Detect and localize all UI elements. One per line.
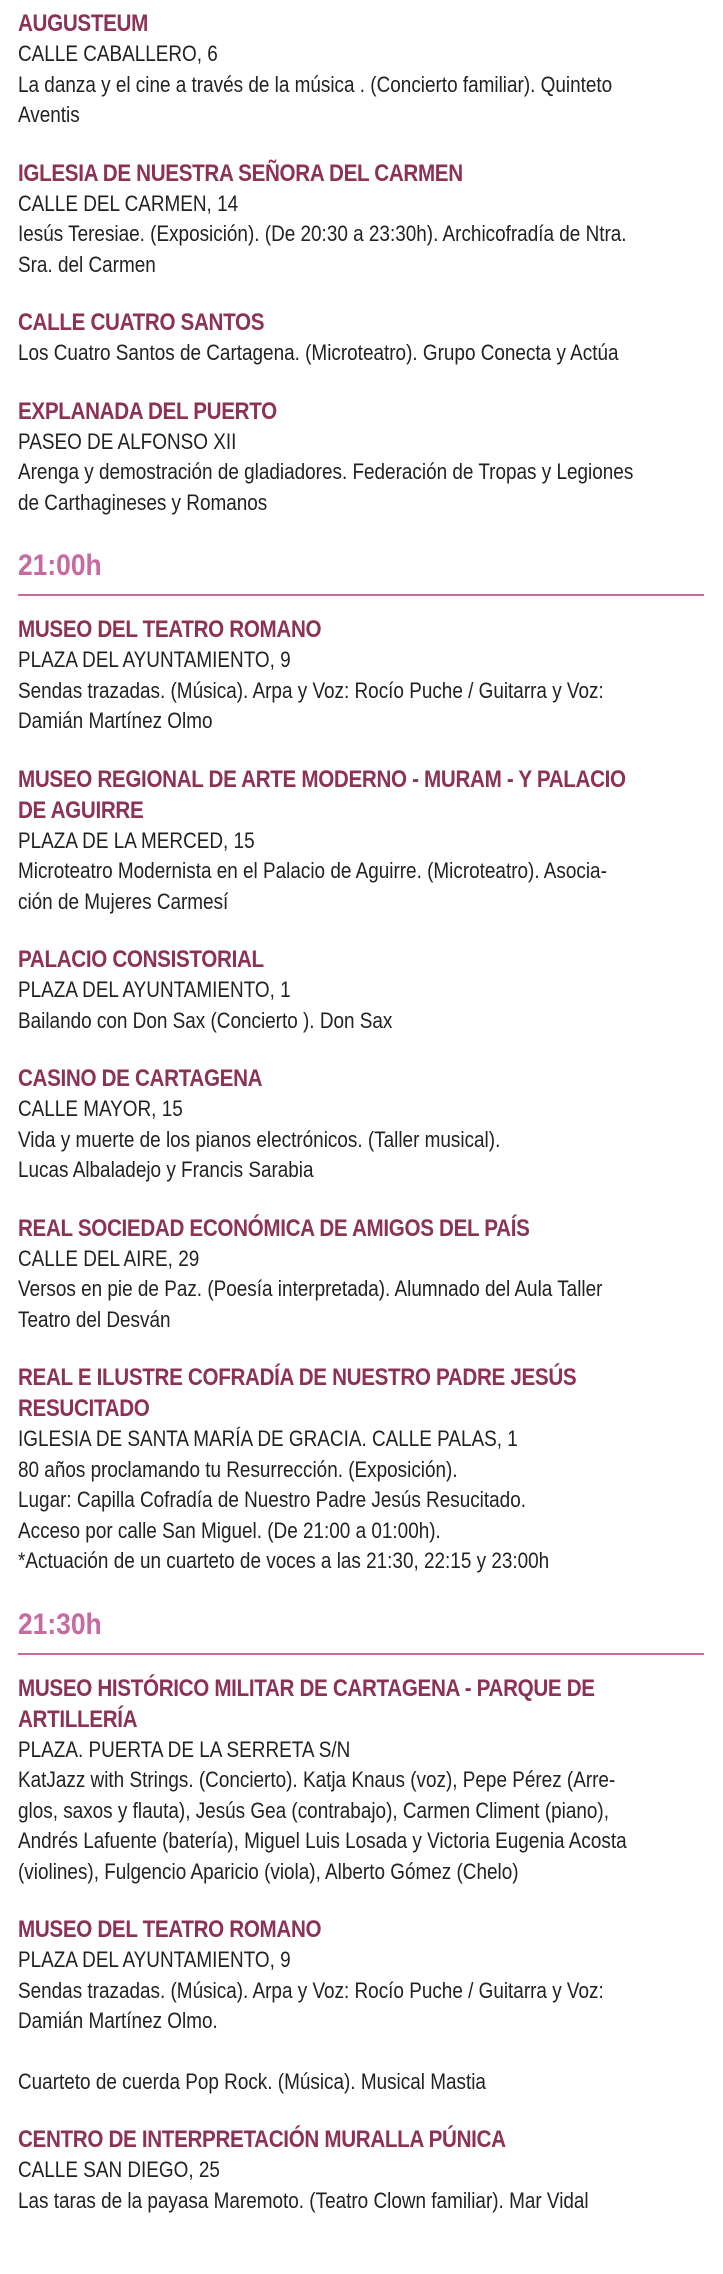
- event-description: 80 años proclamando tu Resurrección. (Exposición).: [18, 1456, 458, 1482]
- event-description: Vida y muerte de los pianos electrónicos. (Taller musical).: [18, 1126, 501, 1152]
- event-description: Las taras de la payasa Maremoto. (Teatro Clown familiar). Mar Vidal: [18, 2187, 589, 2213]
- event-entry: [18, 2124, 708, 2216]
- event-entry: [18, 8, 708, 131]
- venue-title: AUGUSTEUM: [18, 10, 148, 37]
- venue-address: PLAZA DEL AYUNTAMIENTO, 9: [18, 1947, 291, 1972]
- venue-address: PASEO DE ALFONSO XII: [18, 428, 237, 454]
- venue-title: ARTILLERÍA: [18, 1705, 138, 1733]
- event-entry: [18, 614, 708, 737]
- venue-address: CALLE DEL AIRE, 29: [18, 1245, 200, 1271]
- event-entry: [18, 158, 708, 281]
- time-heading: 21:30h: [18, 1607, 102, 1641]
- venue-address: Los Cuatro Santos de Cartagena. (Microteatro). Grupo Conecta y Actúa: [18, 340, 619, 365]
- event-description: Sendas trazadas. (Música). Arpa y Voz: Rocío Puche / Guitarra y Voz:: [18, 677, 604, 703]
- event-description: Aventis: [18, 102, 80, 127]
- venue-title: PALACIO CONSISTORIAL: [18, 946, 264, 973]
- event-entry: [18, 944, 708, 1036]
- venue-address: CALLE CABALLERO, 6: [18, 41, 218, 66]
- venue-address: CALLE MAYOR, 15: [18, 1096, 183, 1121]
- event-description: Sendas trazadas. (Música). Arpa y Voz: Rocío Puche / Guitarra y Voz:: [18, 1977, 604, 2003]
- time-divider: [18, 594, 704, 596]
- venue-address: CALLE SAN DIEGO, 25: [18, 2157, 220, 2182]
- event-description: Acceso por calle San Miguel. (De 21:00 a 01:00h).: [18, 1517, 441, 1543]
- event-description: Damián Martínez Olmo.: [18, 2008, 218, 2033]
- event-entry: [18, 396, 708, 519]
- event-entry: [18, 1673, 708, 1888]
- event-description: KatJazz with Strings. (Concierto). Katja Knaus (voz), Pepe Pérez (Arre-: [18, 1767, 616, 1792]
- venue-address: PLAZA DE LA MERCED, 15: [18, 827, 255, 853]
- event-entry: [18, 1063, 708, 1186]
- venue-title: CASINO DE CARTAGENA: [18, 1065, 263, 1092]
- event-description: Teatro del Desván: [18, 1306, 171, 1332]
- event-entry: [18, 1213, 708, 1336]
- event-entry: [18, 1914, 708, 2097]
- event-entry: [18, 307, 708, 369]
- venue-address: IGLESIA DE SANTA MARÍA DE GRACIA. CALLE PALAS, 1: [18, 1426, 518, 1451]
- event-description: Arenga y demostración de gladiadores. Federación de Tropas y Legiones: [18, 459, 634, 484]
- event-description: Iesús Teresiae. (Exposición). (De 20:30 a 23:30h). Archicofradía de Ntra.: [18, 221, 627, 246]
- venue-address: PLAZA DEL AYUNTAMIENTO, 1: [18, 977, 291, 1002]
- venue-title: MUSEO HISTÓRICO MILITAR DE CARTAGENA - PARQUE DE: [18, 1674, 595, 1702]
- venue-title: REAL SOCIEDAD ECONÓMICA DE AMIGOS DEL PAÍS: [18, 1214, 530, 1242]
- event-entry: [18, 764, 708, 918]
- event-description: Lugar: Capilla Cofradía de Nuestro Padre Jesús Resucitado.: [18, 1487, 526, 1512]
- venue-title: MUSEO DEL TEATRO ROMANO: [18, 1916, 322, 1943]
- venue-address: CALLE DEL CARMEN, 14: [18, 190, 239, 216]
- venue-title: RESUCITADO: [18, 1395, 150, 1422]
- time-heading: 21:00h: [18, 549, 102, 582]
- event-description: Bailando con Don Sax (Concierto ). Don Sax: [18, 1007, 393, 1033]
- event-description: *Actuación de un cuarteto de voces a las 21:30, 22:15 y 23:00h: [18, 1548, 550, 1573]
- event-description: Versos en pie de Paz. (Poesía interpretada). Alumnado del Aula Taller: [18, 1276, 603, 1301]
- event-description: Microteatro Modernista en el Palacio de Aguirre. (Microteatro). Asocia-: [18, 858, 607, 883]
- event-description: Sra. del Carmen: [18, 251, 156, 277]
- time-divider: [18, 1653, 704, 1655]
- venue-title: MUSEO DEL TEATRO ROMANO: [18, 616, 322, 643]
- venue-title: CALLE CUATRO SANTOS: [18, 309, 265, 336]
- event-description: Damián Martínez Olmo: [18, 708, 213, 733]
- event-description: glos, saxos y flauta), Jesús Gea (contrabajo), Carmen Climent (piano),: [18, 1797, 609, 1823]
- venue-title: REAL E ILUSTRE COFRADÍA DE NUESTRO PADRE JESÚS: [18, 1364, 577, 1391]
- venue-title: EXPLANADA DEL PUERTO: [18, 397, 277, 425]
- venue-title: CENTRO DE INTERPRETACIÓN MURALLA PÚNICA: [18, 2126, 506, 2153]
- venue-address: PLAZA DEL AYUNTAMIENTO, 9: [18, 647, 291, 672]
- venue-title: IGLESIA DE NUESTRA SEÑORA DEL CARMEN: [18, 159, 463, 187]
- event-description: (violines), Fulgencio Aparicio (viola), Alberto Gómez (Chelo): [18, 1858, 519, 1884]
- event-description: Cuarteto de cuerda Pop Rock. (Música). Musical Mastia: [18, 2068, 486, 2094]
- venue-address: PLAZA. PUERTA DE LA SERRETA S/N: [18, 1736, 351, 1762]
- event-description: de Carthagineses y Romanos: [18, 489, 268, 515]
- event-description: La danza y el cine a través de la música . (Concierto familiar). Quinteto: [18, 71, 613, 97]
- event-description: Andrés Lafuente (batería), Miguel Luis Losada y Victoria Eugenia Acosta: [18, 1828, 627, 1853]
- event-description: ción de Mujeres Carmesí: [18, 888, 229, 914]
- venue-title: DE AGUIRRE: [18, 796, 144, 824]
- event-description: Lucas Albaladejo y Francis Sarabia: [18, 1157, 314, 1182]
- venue-title: MUSEO REGIONAL DE ARTE MODERNO - MURAM - Y PALACIO: [18, 765, 626, 793]
- event-entry: [18, 1362, 708, 1577]
